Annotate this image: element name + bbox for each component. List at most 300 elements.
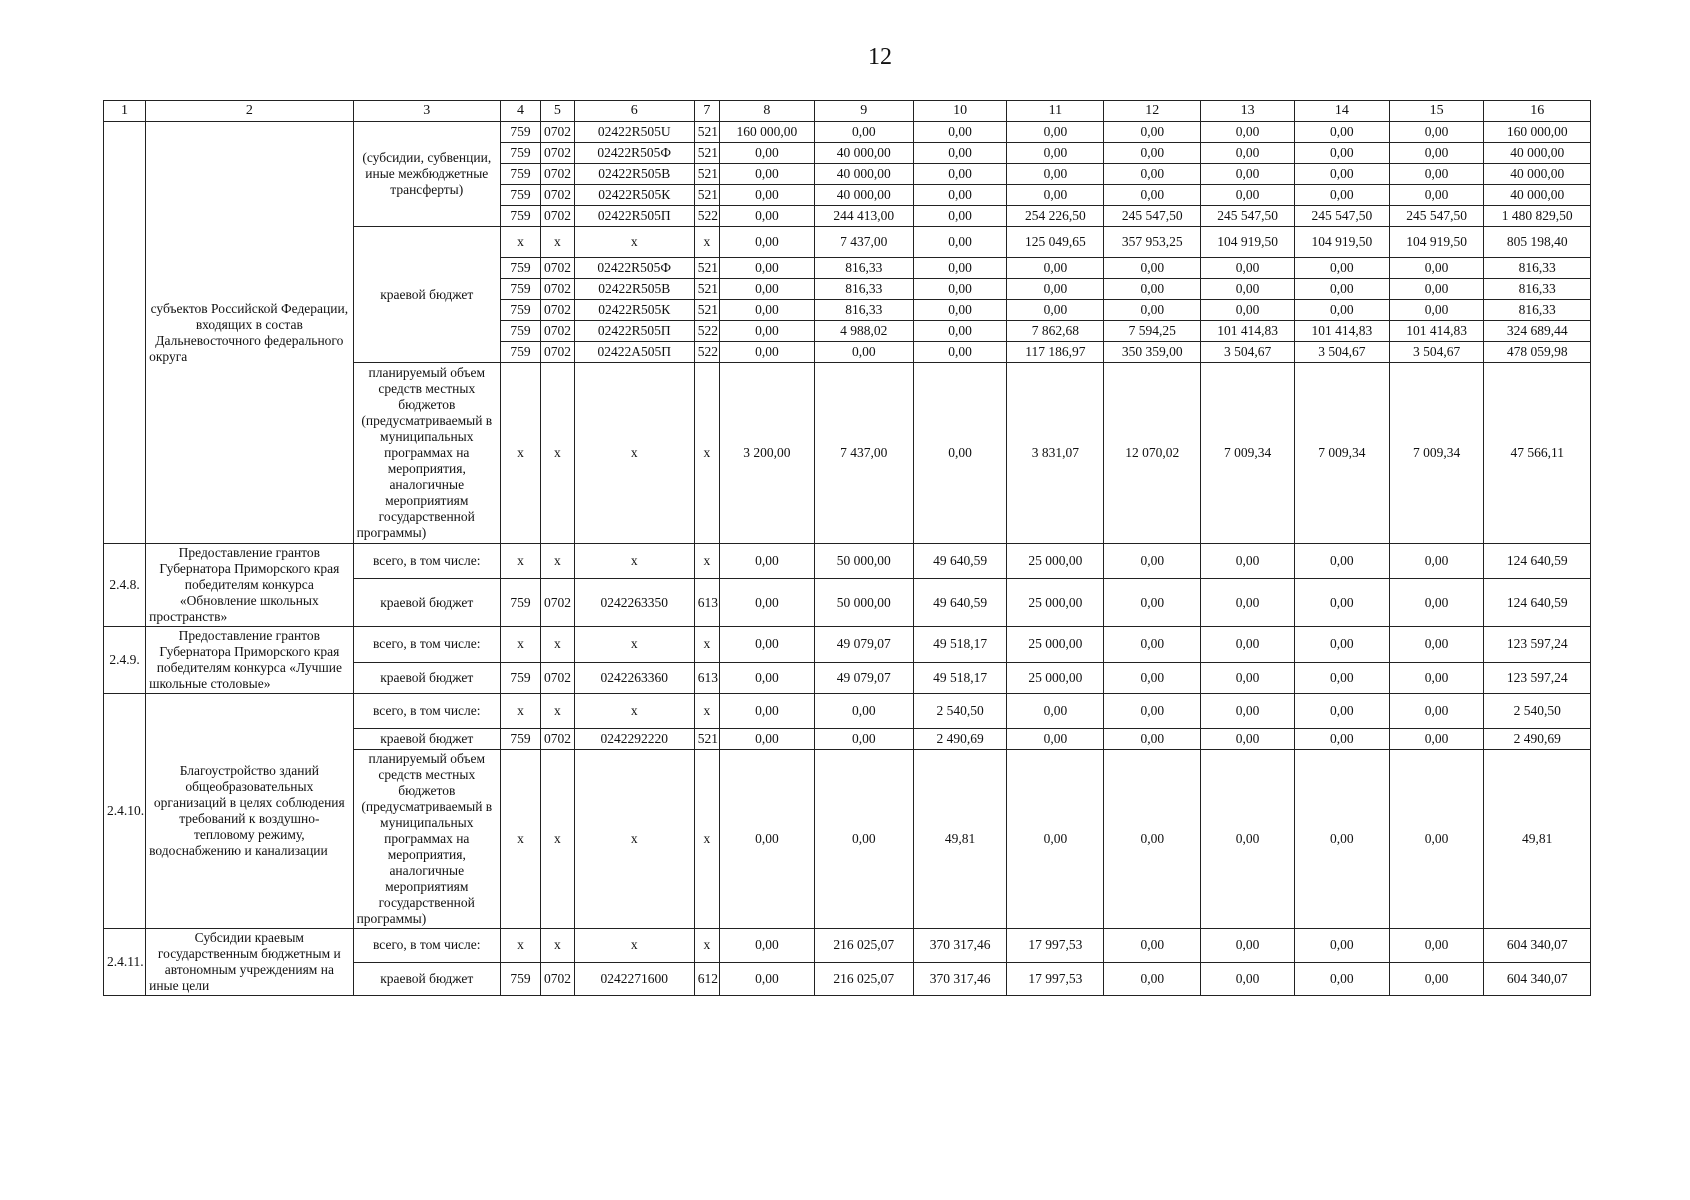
value-cell: 0,00 xyxy=(1389,279,1484,300)
value-cell: 0,00 xyxy=(720,342,815,363)
value-cell: 759 xyxy=(500,185,540,206)
value-cell: 0,00 xyxy=(1201,258,1295,279)
source-label: краевой бюджет xyxy=(353,579,500,627)
source-label: (субсидии, субвенции, иные межбюджетные трансферты) xyxy=(353,122,500,227)
value-cell: 357 953,25 xyxy=(1104,227,1201,258)
value-cell: х xyxy=(574,929,694,963)
value-cell: 0,00 xyxy=(913,122,1007,143)
source-label: краевой бюджет xyxy=(353,729,500,750)
value-cell: 0,00 xyxy=(720,300,815,321)
value-cell: 2 490,69 xyxy=(1484,729,1591,750)
value-cell: 0,00 xyxy=(1201,729,1295,750)
value-cell: 02422R505П xyxy=(574,206,694,227)
value-cell: 0,00 xyxy=(1007,143,1104,164)
value-cell: 117 186,97 xyxy=(1007,342,1104,363)
value-cell: 1 480 829,50 xyxy=(1484,206,1591,227)
value-cell: 0702 xyxy=(541,729,575,750)
value-cell: 0,00 xyxy=(1389,627,1484,663)
value-cell: 759 xyxy=(500,206,540,227)
value-cell: 17 997,53 xyxy=(1007,929,1104,963)
source-label: краевой бюджет xyxy=(353,227,500,363)
value-cell: 2 540,50 xyxy=(913,694,1007,729)
value-cell: 0,00 xyxy=(1294,143,1389,164)
activity-number: 2.4.11. xyxy=(104,929,146,996)
value-cell: 0,00 xyxy=(1201,962,1295,996)
value-cell: 0702 xyxy=(541,122,575,143)
column-header: 13 xyxy=(1201,101,1295,122)
value-cell: 49 079,07 xyxy=(814,627,913,663)
value-cell: 0,00 xyxy=(1007,729,1104,750)
value-cell: 0702 xyxy=(541,143,575,164)
value-cell: 0702 xyxy=(541,279,575,300)
value-cell: 0,00 xyxy=(1389,258,1484,279)
value-cell: х xyxy=(574,750,694,929)
table-row xyxy=(104,627,1591,663)
value-cell: 0,00 xyxy=(1294,962,1389,996)
value-cell: 25 000,00 xyxy=(1007,544,1104,579)
value-cell: х xyxy=(541,929,575,963)
value-cell: 0,00 xyxy=(1104,258,1201,279)
value-cell: 0,00 xyxy=(913,143,1007,164)
column-header: 6 xyxy=(574,101,694,122)
value-cell: 2 490,69 xyxy=(913,729,1007,750)
value-cell: х xyxy=(574,363,694,544)
value-cell: х xyxy=(500,750,540,929)
value-cell: 0,00 xyxy=(1201,750,1295,929)
value-cell: 0,00 xyxy=(1104,962,1201,996)
value-cell: 816,33 xyxy=(814,258,913,279)
value-cell: 160 000,00 xyxy=(1484,122,1591,143)
value-cell: 0702 xyxy=(541,206,575,227)
value-cell: х xyxy=(574,544,694,579)
value-cell: 0242263350 xyxy=(574,579,694,627)
value-cell: 7 437,00 xyxy=(814,363,913,544)
column-header: 12 xyxy=(1104,101,1201,122)
value-cell: 49 079,07 xyxy=(814,662,913,693)
row-number-cell xyxy=(104,122,146,544)
value-cell: 0,00 xyxy=(720,279,815,300)
value-cell: 759 xyxy=(500,962,540,996)
column-header: 9 xyxy=(814,101,913,122)
value-cell: 3 504,67 xyxy=(1389,342,1484,363)
value-cell: 104 919,50 xyxy=(1389,227,1484,258)
value-cell: 2 540,50 xyxy=(1484,694,1591,729)
value-cell: х xyxy=(500,929,540,963)
value-cell: 0,00 xyxy=(1104,662,1201,693)
value-cell: 613 xyxy=(694,662,719,693)
value-cell: х xyxy=(500,544,540,579)
value-cell: 0,00 xyxy=(1007,694,1104,729)
value-cell: 0,00 xyxy=(1201,185,1295,206)
value-cell: 17 997,53 xyxy=(1007,962,1104,996)
value-cell: х xyxy=(694,227,719,258)
value-cell: 0,00 xyxy=(1104,279,1201,300)
value-cell: 0,00 xyxy=(913,206,1007,227)
value-cell: 0,00 xyxy=(720,185,815,206)
value-cell: 0,00 xyxy=(913,164,1007,185)
value-cell: 0,00 xyxy=(1201,627,1295,663)
value-cell: 160 000,00 xyxy=(720,122,815,143)
value-cell: 522 xyxy=(694,206,719,227)
value-cell: 0,00 xyxy=(1294,750,1389,929)
value-cell: 0,00 xyxy=(1104,694,1201,729)
value-cell: 25 000,00 xyxy=(1007,627,1104,663)
table-row xyxy=(104,122,1591,143)
value-cell: 0,00 xyxy=(1201,164,1295,185)
column-header: 5 xyxy=(541,101,575,122)
value-cell: 0,00 xyxy=(720,627,815,663)
value-cell: 49,81 xyxy=(913,750,1007,929)
value-cell: 0242263360 xyxy=(574,662,694,693)
column-header: 15 xyxy=(1389,101,1484,122)
value-cell: 49 518,17 xyxy=(913,662,1007,693)
value-cell: 245 547,50 xyxy=(1389,206,1484,227)
value-cell: 49 640,59 xyxy=(913,544,1007,579)
value-cell: 0,00 xyxy=(1294,662,1389,693)
value-cell: 0,00 xyxy=(913,227,1007,258)
value-cell: 7 009,34 xyxy=(1389,363,1484,544)
value-cell: 0,00 xyxy=(913,185,1007,206)
value-cell: 0,00 xyxy=(1007,185,1104,206)
value-cell: 350 359,00 xyxy=(1104,342,1201,363)
value-cell: 40 000,00 xyxy=(814,164,913,185)
column-header: 16 xyxy=(1484,101,1591,122)
value-cell: 0,00 xyxy=(720,206,815,227)
value-cell: 0,00 xyxy=(1294,185,1389,206)
value-cell: 0,00 xyxy=(1389,185,1484,206)
value-cell: 0,00 xyxy=(1389,662,1484,693)
value-cell: 7 009,34 xyxy=(1201,363,1295,544)
value-cell: 7 009,34 xyxy=(1294,363,1389,544)
source-label: всего, в том числе: xyxy=(353,627,500,663)
activity-name: Предоставление грантов Губернатора Приморского края победителям конкурса «Обновление школьных пространств» xyxy=(146,544,353,627)
value-cell: х xyxy=(541,227,575,258)
column-header: 1 xyxy=(104,101,146,122)
value-cell: 0,00 xyxy=(1104,579,1201,627)
value-cell: 50 000,00 xyxy=(814,544,913,579)
value-cell: 0,00 xyxy=(913,258,1007,279)
value-cell: 370 317,46 xyxy=(913,929,1007,963)
value-cell: 101 414,83 xyxy=(1389,321,1484,342)
value-cell: 02422R505Ф xyxy=(574,143,694,164)
value-cell: 49,81 xyxy=(1484,750,1591,929)
value-cell: 522 xyxy=(694,321,719,342)
activity-name: Благоустройство зданий общеобразовательных организаций в целях соблюдения требований к воздушно-тепловому режиму, водоснабжению и канализации xyxy=(146,694,353,929)
value-cell: 0,00 xyxy=(1294,729,1389,750)
value-cell: х xyxy=(541,750,575,929)
budget-table xyxy=(103,100,1591,996)
value-cell: 0,00 xyxy=(814,342,913,363)
value-cell: 124 640,59 xyxy=(1484,544,1591,579)
value-cell: 816,33 xyxy=(1484,300,1591,321)
value-cell: 123 597,24 xyxy=(1484,627,1591,663)
value-cell: 0,00 xyxy=(1294,579,1389,627)
value-cell: 0702 xyxy=(541,579,575,627)
column-header: 2 xyxy=(146,101,353,122)
value-cell: 0,00 xyxy=(1104,164,1201,185)
value-cell: 40 000,00 xyxy=(1484,143,1591,164)
value-cell: 0,00 xyxy=(1294,258,1389,279)
value-cell: 0,00 xyxy=(1104,122,1201,143)
value-cell: 3 200,00 xyxy=(720,363,815,544)
value-cell: 101 414,83 xyxy=(1201,321,1295,342)
value-cell: 0242271600 xyxy=(574,962,694,996)
value-cell: 0,00 xyxy=(720,662,815,693)
value-cell: 0,00 xyxy=(1007,279,1104,300)
activity-number: 2.4.8. xyxy=(104,544,146,627)
value-cell: 522 xyxy=(694,342,719,363)
column-header: 8 xyxy=(720,101,815,122)
value-cell: 47 566,11 xyxy=(1484,363,1591,544)
value-cell: 245 547,50 xyxy=(1294,206,1389,227)
value-cell: 02422R505Ф xyxy=(574,258,694,279)
value-cell: 478 059,98 xyxy=(1484,342,1591,363)
value-cell: 02422R505U xyxy=(574,122,694,143)
value-cell: х xyxy=(574,694,694,729)
value-cell: х xyxy=(500,363,540,544)
value-cell: 370 317,46 xyxy=(913,962,1007,996)
value-cell: 0,00 xyxy=(720,750,815,929)
value-cell: 0702 xyxy=(541,342,575,363)
value-cell: 0,00 xyxy=(1104,544,1201,579)
value-cell: 612 xyxy=(694,962,719,996)
value-cell: 0,00 xyxy=(814,122,913,143)
value-cell: 02422R505К xyxy=(574,185,694,206)
value-cell: 12 070,02 xyxy=(1104,363,1201,544)
value-cell: 0,00 xyxy=(913,300,1007,321)
value-cell: 0,00 xyxy=(1007,122,1104,143)
value-cell: 0,00 xyxy=(913,279,1007,300)
value-cell: х xyxy=(500,227,540,258)
table-row xyxy=(104,544,1591,579)
value-cell: 7 862,68 xyxy=(1007,321,1104,342)
value-cell: 0,00 xyxy=(1201,579,1295,627)
value-cell: 3 504,67 xyxy=(1294,342,1389,363)
value-cell: 0,00 xyxy=(1201,122,1295,143)
value-cell: 25 000,00 xyxy=(1007,662,1104,693)
value-cell: 49 640,59 xyxy=(913,579,1007,627)
value-cell: 0,00 xyxy=(1104,300,1201,321)
value-cell: 216 025,07 xyxy=(814,929,913,963)
value-cell: х xyxy=(574,227,694,258)
value-cell: 104 919,50 xyxy=(1294,227,1389,258)
value-cell: 0,00 xyxy=(720,321,815,342)
value-cell: 0,00 xyxy=(1201,279,1295,300)
value-cell: 521 xyxy=(694,122,719,143)
source-label: краевой бюджет xyxy=(353,962,500,996)
value-cell: 0,00 xyxy=(1007,750,1104,929)
value-cell: 759 xyxy=(500,279,540,300)
value-cell: 0,00 xyxy=(1389,143,1484,164)
value-cell: х xyxy=(694,929,719,963)
value-cell: 02422R505В xyxy=(574,164,694,185)
value-cell: 0,00 xyxy=(1389,929,1484,963)
value-cell: 0,00 xyxy=(1104,185,1201,206)
value-cell: 604 340,07 xyxy=(1484,962,1591,996)
value-cell: 0,00 xyxy=(814,729,913,750)
value-cell: 0242292220 xyxy=(574,729,694,750)
column-header: 11 xyxy=(1007,101,1104,122)
value-cell: 0,00 xyxy=(913,321,1007,342)
value-cell: 7 437,00 xyxy=(814,227,913,258)
value-cell: 125 049,65 xyxy=(1007,227,1104,258)
value-cell: 0,00 xyxy=(1294,929,1389,963)
value-cell: 0,00 xyxy=(1294,300,1389,321)
value-cell: 0,00 xyxy=(720,544,815,579)
value-cell: 0,00 xyxy=(1007,300,1104,321)
value-cell: 0,00 xyxy=(720,579,815,627)
value-cell: 0702 xyxy=(541,258,575,279)
value-cell: 521 xyxy=(694,258,719,279)
value-cell: 244 413,00 xyxy=(814,206,913,227)
value-cell: 759 xyxy=(500,143,540,164)
value-cell: 613 xyxy=(694,579,719,627)
value-cell: 0,00 xyxy=(814,694,913,729)
source-label: планируемый объем средств местных бюджетов (предусматриваемый в муниципальных программах на мероприятия, аналогичные мероприятиям государственной программы) xyxy=(353,750,500,929)
value-cell: х xyxy=(694,750,719,929)
value-cell: х xyxy=(541,627,575,663)
value-cell: 0,00 xyxy=(1294,279,1389,300)
value-cell: 0,00 xyxy=(1201,300,1295,321)
value-cell: 816,33 xyxy=(814,300,913,321)
value-cell: х xyxy=(574,627,694,663)
value-cell: 816,33 xyxy=(814,279,913,300)
source-label: всего, в том числе: xyxy=(353,694,500,729)
value-cell: 0,00 xyxy=(1389,962,1484,996)
value-cell: 124 640,59 xyxy=(1484,579,1591,627)
value-cell: 0702 xyxy=(541,962,575,996)
value-cell: 521 xyxy=(694,164,719,185)
value-cell: 0,00 xyxy=(1389,750,1484,929)
value-cell: 0,00 xyxy=(913,342,1007,363)
value-cell: 0702 xyxy=(541,164,575,185)
activity-name: Предоставление грантов Губернатора Приморского края победителям конкурса «Лучшие школьные столовые» xyxy=(146,627,353,694)
value-cell: 759 xyxy=(500,342,540,363)
value-cell: 0,00 xyxy=(1294,627,1389,663)
value-cell: 0,00 xyxy=(1389,579,1484,627)
value-cell: 02422R505В xyxy=(574,279,694,300)
value-cell: 02422R505К xyxy=(574,300,694,321)
value-cell: 0,00 xyxy=(720,694,815,729)
value-cell: 0,00 xyxy=(1294,544,1389,579)
value-cell: 0,00 xyxy=(1104,627,1201,663)
value-cell: 4 988,02 xyxy=(814,321,913,342)
value-cell: 254 226,50 xyxy=(1007,206,1104,227)
value-cell: х xyxy=(541,544,575,579)
column-header: 4 xyxy=(500,101,540,122)
value-cell: 02422R505П xyxy=(574,321,694,342)
value-cell: 0,00 xyxy=(720,143,815,164)
value-cell: 0,00 xyxy=(1007,164,1104,185)
value-cell: х xyxy=(694,694,719,729)
value-cell: 0,00 xyxy=(720,227,815,258)
value-cell: 0,00 xyxy=(814,750,913,929)
value-cell: 3 831,07 xyxy=(1007,363,1104,544)
value-cell: 101 414,83 xyxy=(1294,321,1389,342)
value-cell: 0702 xyxy=(541,321,575,342)
value-cell: 805 198,40 xyxy=(1484,227,1591,258)
value-cell: 759 xyxy=(500,122,540,143)
value-cell: 0,00 xyxy=(913,363,1007,544)
value-cell: 0,00 xyxy=(720,729,815,750)
value-cell: х xyxy=(541,694,575,729)
value-cell: 0702 xyxy=(541,662,575,693)
value-cell: 0,00 xyxy=(1201,544,1295,579)
source-label: всего, в том числе: xyxy=(353,544,500,579)
value-cell: 324 689,44 xyxy=(1484,321,1591,342)
table-row xyxy=(104,694,1591,729)
value-cell: 759 xyxy=(500,258,540,279)
value-cell: 104 919,50 xyxy=(1201,227,1295,258)
value-cell: 0,00 xyxy=(720,929,815,963)
value-cell: 0,00 xyxy=(1104,729,1201,750)
value-cell: 40 000,00 xyxy=(1484,185,1591,206)
page-number: 12 xyxy=(868,44,892,70)
value-cell: х xyxy=(500,627,540,663)
value-cell: х xyxy=(500,694,540,729)
column-header: 7 xyxy=(694,101,719,122)
column-header: 3 xyxy=(353,101,500,122)
value-cell: 02422А505П xyxy=(574,342,694,363)
table-row xyxy=(104,929,1591,963)
activity-number: 2.4.10. xyxy=(104,694,146,929)
value-cell: 0,00 xyxy=(1389,122,1484,143)
value-cell: 759 xyxy=(500,729,540,750)
value-cell: 0,00 xyxy=(1201,662,1295,693)
value-cell: 521 xyxy=(694,143,719,164)
value-cell: 759 xyxy=(500,662,540,693)
value-cell: 0,00 xyxy=(1294,164,1389,185)
value-cell: 0,00 xyxy=(720,164,815,185)
value-cell: 521 xyxy=(694,185,719,206)
value-cell: 123 597,24 xyxy=(1484,662,1591,693)
value-cell: 521 xyxy=(694,300,719,321)
value-cell: 0,00 xyxy=(1104,750,1201,929)
activity-name: Субсидии краевым государственным бюджетным и автономным учреждениям на иные цели xyxy=(146,929,353,996)
value-cell: 0,00 xyxy=(1104,929,1201,963)
value-cell: 0,00 xyxy=(720,962,815,996)
source-label: краевой бюджет xyxy=(353,662,500,693)
value-cell: 759 xyxy=(500,321,540,342)
value-cell: 7 594,25 xyxy=(1104,321,1201,342)
activity-name: субъектов Российской Федерации, входящих в состав Дальневосточного федерального округа xyxy=(146,122,353,544)
value-cell: 216 025,07 xyxy=(814,962,913,996)
value-cell: 40 000,00 xyxy=(814,185,913,206)
value-cell: 521 xyxy=(694,279,719,300)
value-cell: 49 518,17 xyxy=(913,627,1007,663)
value-cell: 245 547,50 xyxy=(1201,206,1295,227)
value-cell: 759 xyxy=(500,300,540,321)
source-label: планируемый объем средств местных бюджетов (предусматриваемый в муниципальных программах на мероприятия, аналогичные мероприятиям государственной программы) xyxy=(353,363,500,544)
value-cell: 816,33 xyxy=(1484,258,1591,279)
value-cell: 3 504,67 xyxy=(1201,342,1295,363)
value-cell: 759 xyxy=(500,579,540,627)
value-cell: 0,00 xyxy=(1389,694,1484,729)
value-cell: х xyxy=(541,363,575,544)
value-cell: 0,00 xyxy=(1201,694,1295,729)
value-cell: 0,00 xyxy=(1389,164,1484,185)
source-label: всего, в том числе: xyxy=(353,929,500,963)
value-cell: 0702 xyxy=(541,185,575,206)
value-cell: 0,00 xyxy=(1104,143,1201,164)
value-cell: 25 000,00 xyxy=(1007,579,1104,627)
value-cell: 0,00 xyxy=(1389,544,1484,579)
value-cell: 245 547,50 xyxy=(1104,206,1201,227)
value-cell: 0702 xyxy=(541,300,575,321)
value-cell: 521 xyxy=(694,729,719,750)
value-cell: 0,00 xyxy=(720,258,815,279)
value-cell: 50 000,00 xyxy=(814,579,913,627)
